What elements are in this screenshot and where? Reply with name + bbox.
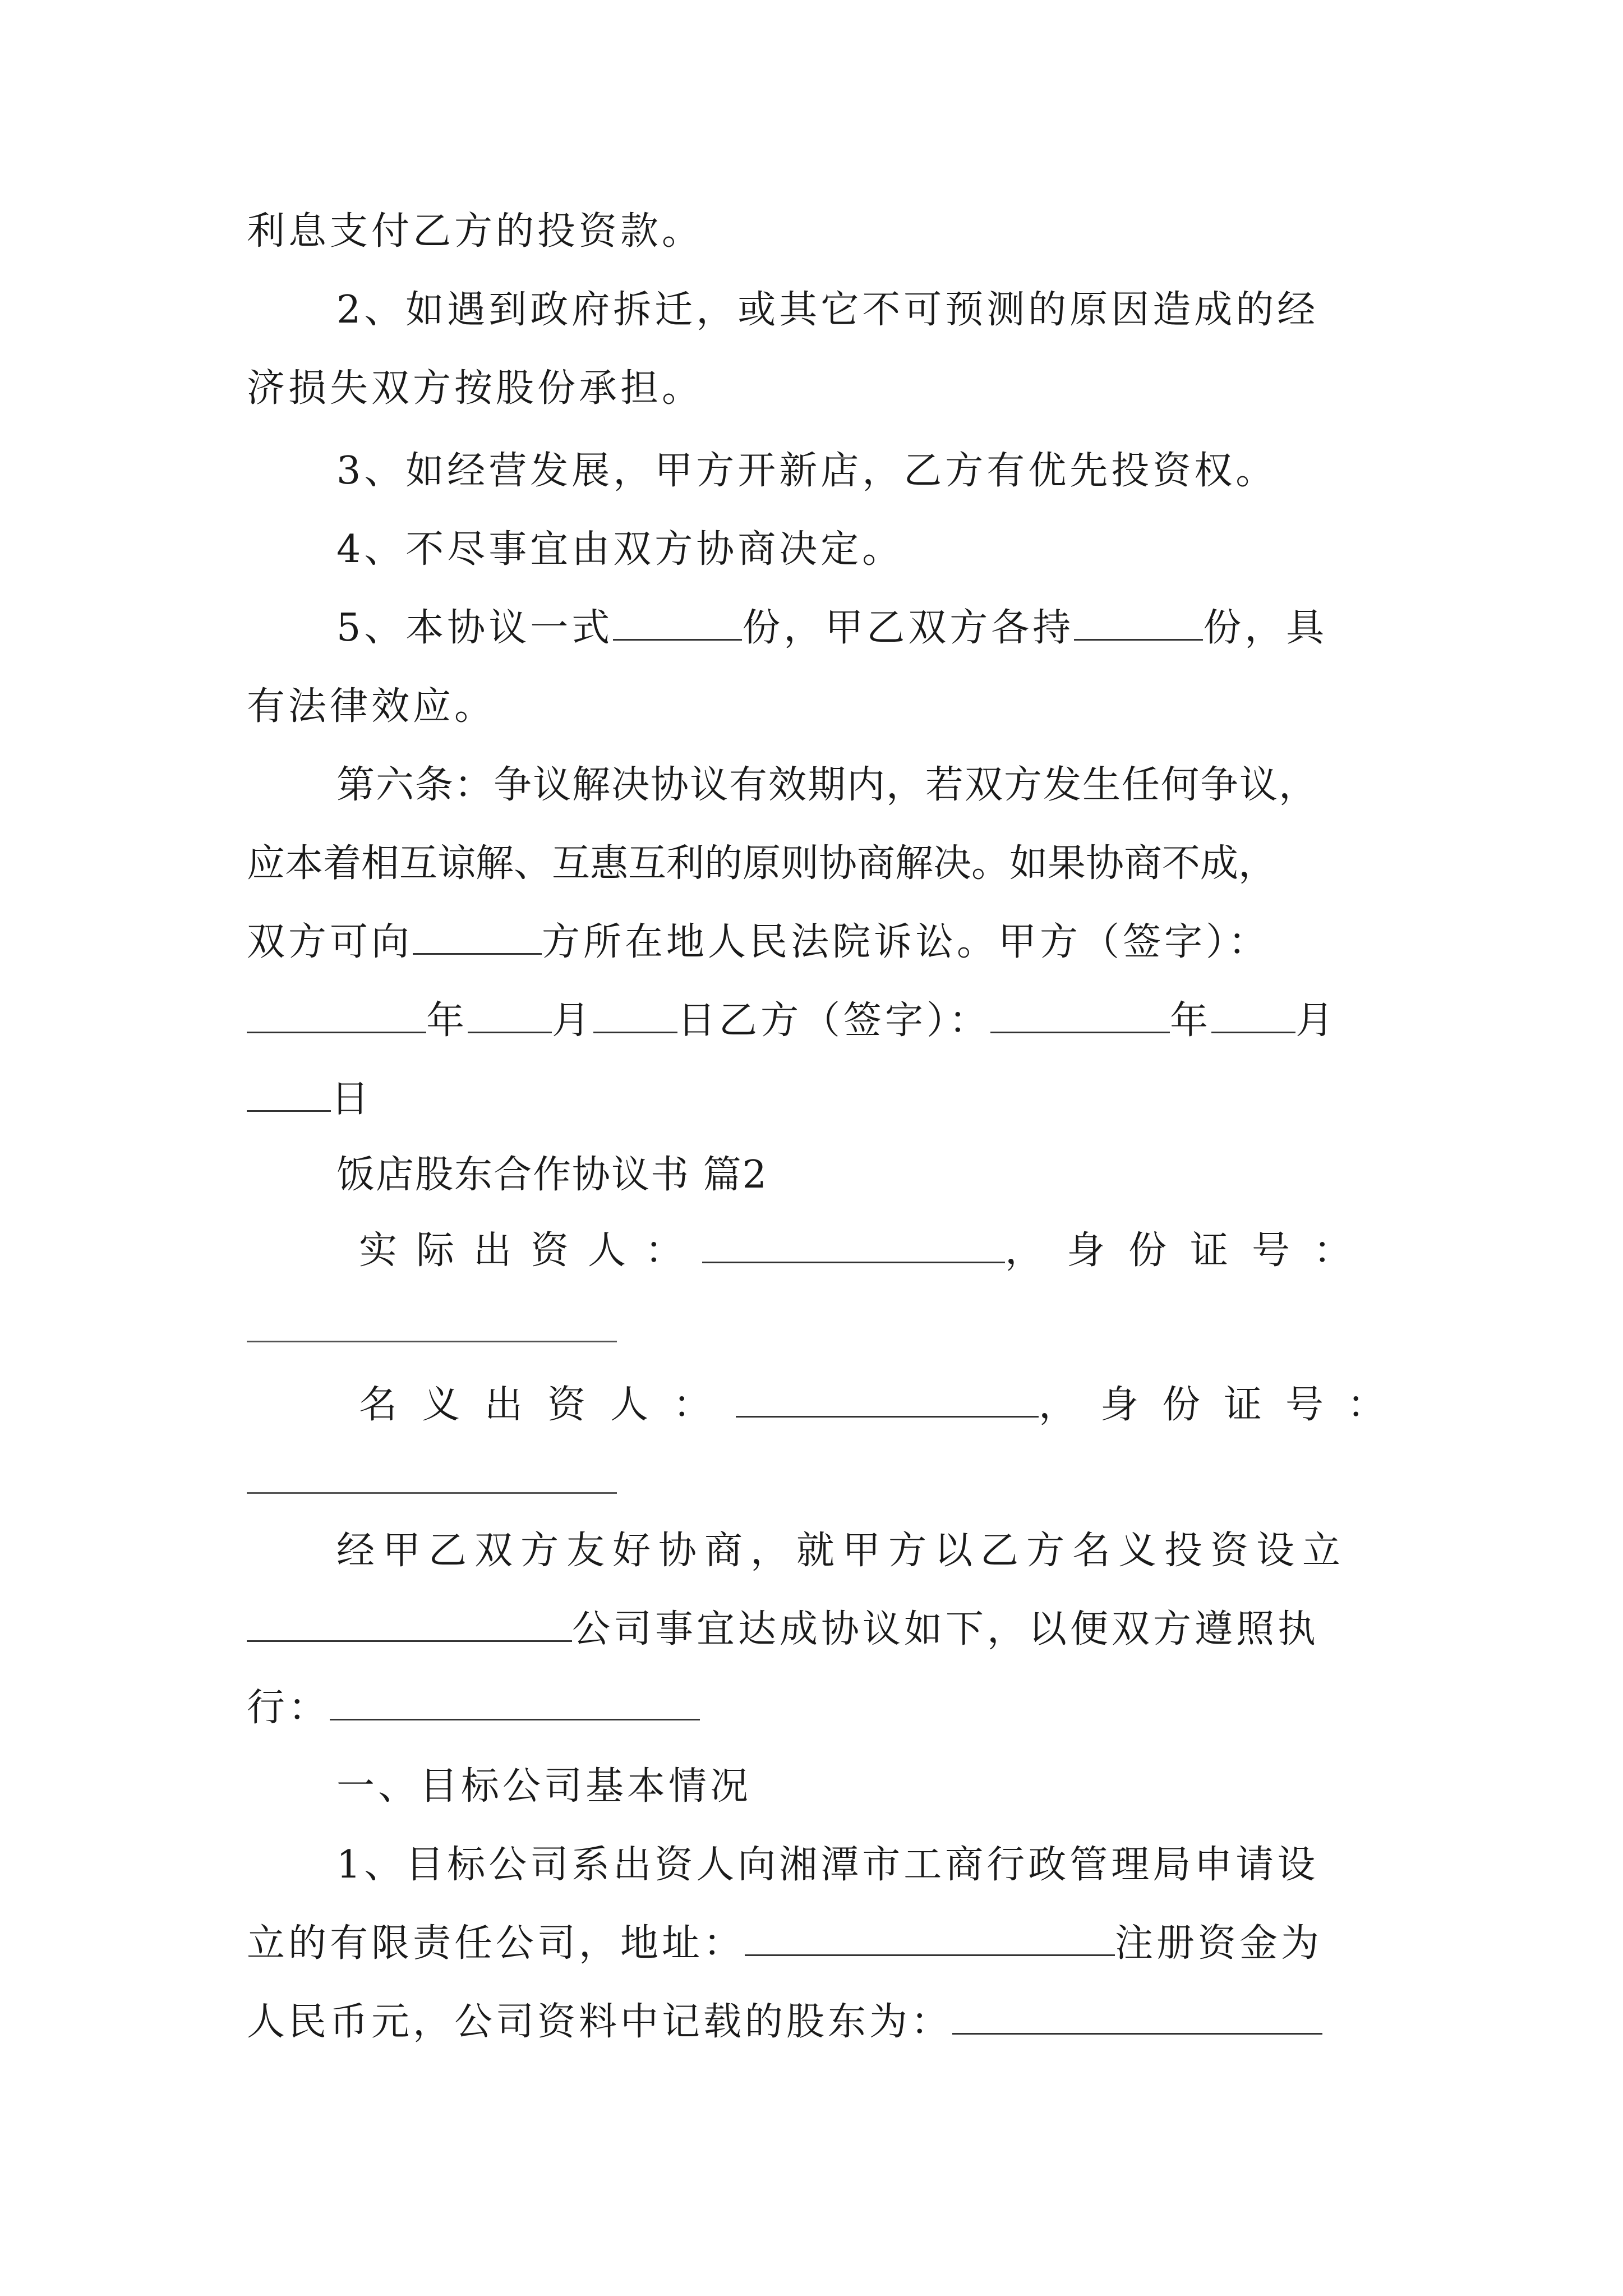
text: 4、不尽事宜由双方协商决定。	[336, 527, 904, 572]
blank-company-name[interactable]	[247, 1605, 572, 1642]
text-line	[247, 682, 1385, 732]
text-line	[247, 206, 1385, 257]
text-line	[359, 1380, 1409, 1430]
text: 方所在地人民法院诉讼。甲方（签字）：	[542, 920, 1270, 964]
blank-month-a[interactable]	[468, 997, 552, 1033]
text: 月	[552, 999, 594, 1043]
text-line	[336, 446, 1385, 496]
heading-text: 一、目标公司基本情况	[336, 1764, 752, 1809]
blank-nominal-investor[interactable]	[736, 1381, 1039, 1418]
text: 双方可向	[247, 920, 413, 964]
text: 立的有限责任公司，地址：	[247, 1921, 745, 1966]
text: 日乙方（签字）：	[677, 999, 991, 1043]
text: 份，具	[1203, 606, 1328, 650]
text: 年	[1170, 999, 1212, 1043]
text: 5、本协议一式	[336, 606, 614, 650]
blank-actual-investor[interactable]	[702, 1227, 1005, 1263]
text-line	[247, 1604, 1385, 1655]
blank-month-b[interactable]	[1211, 997, 1295, 1033]
text-line	[359, 1226, 1385, 1276]
blank-address[interactable]	[745, 1920, 1115, 1956]
text: 行：	[247, 1686, 330, 1730]
text: 实际出资人：	[359, 1228, 703, 1273]
blank-executor[interactable]	[330, 1684, 700, 1720]
text: 1、目标公司系出资人向湘潭市工商行政管理局申请设	[336, 1843, 1319, 1887]
text-line	[247, 996, 1385, 1046]
heading-text: 饭店股东合作协议书 篇2	[336, 1153, 768, 1197]
text: 济损失双方按股份承担。	[247, 366, 704, 411]
text: 利息支付乙方的投资款。	[247, 209, 704, 254]
blank-day-a[interactable]	[593, 997, 677, 1033]
text: 第六条：争议解决协议有效期内，若双方发生任何争议，	[336, 763, 1318, 807]
text-line	[247, 917, 1385, 968]
blank-year-a[interactable]	[247, 997, 426, 1033]
text: ，身份证号：	[1039, 1383, 1409, 1427]
text-line	[336, 1840, 1385, 1890]
text-line	[336, 603, 1385, 654]
text: 应本着相互谅解、互惠互利的原则协商解决。如果协商不成，	[247, 841, 1277, 886]
blank-court-party[interactable]	[413, 918, 542, 955]
text: ，身份证号：	[1005, 1228, 1376, 1273]
text: 注册资金为	[1115, 1921, 1323, 1966]
text: 3、如经营发展，甲方开新店，乙方有优先投资权。	[336, 449, 1278, 493]
blank-actual-investor-id[interactable]	[247, 1341, 617, 1342]
text-line	[247, 1997, 1385, 2047]
text-line	[247, 839, 1385, 889]
text: 有法律效应。	[247, 684, 496, 729]
text: 2、如遇到政府拆迁，或其它不可预测的原因造成的经	[336, 288, 1319, 332]
text-line	[247, 1074, 1385, 1125]
blank-day-b[interactable]	[247, 1075, 331, 1112]
text-line	[247, 1918, 1385, 1969]
blank-copies-total[interactable]	[613, 604, 742, 641]
text: 经甲乙双方友好协商，就甲方以乙方名义投资设立	[336, 1529, 1349, 1573]
blank-shareholders[interactable]	[952, 1998, 1322, 2035]
text: 名义出资人：	[359, 1383, 736, 1427]
text: 份，甲乙双方各持	[742, 606, 1075, 650]
blank-copies-each[interactable]	[1074, 604, 1203, 641]
blank-nominal-investor-id[interactable]	[247, 1492, 617, 1494]
text: 日	[331, 1077, 373, 1121]
text-line	[336, 285, 1385, 335]
section-heading	[336, 1150, 1385, 1200]
section-heading	[336, 1761, 1385, 1812]
blank-year-b[interactable]	[990, 997, 1170, 1033]
text-line	[336, 1526, 1385, 1576]
text-line	[247, 364, 1385, 414]
text: 人民币元，公司资料中记载的股东为：	[247, 2000, 953, 2044]
text: 月	[1295, 999, 1338, 1043]
text-line	[247, 1683, 1385, 1733]
text: 公司事宜达成协议如下，以便双方遵照执	[572, 1607, 1320, 1651]
text: 年	[426, 999, 468, 1043]
text-line	[336, 524, 1385, 575]
text-line	[336, 760, 1385, 811]
